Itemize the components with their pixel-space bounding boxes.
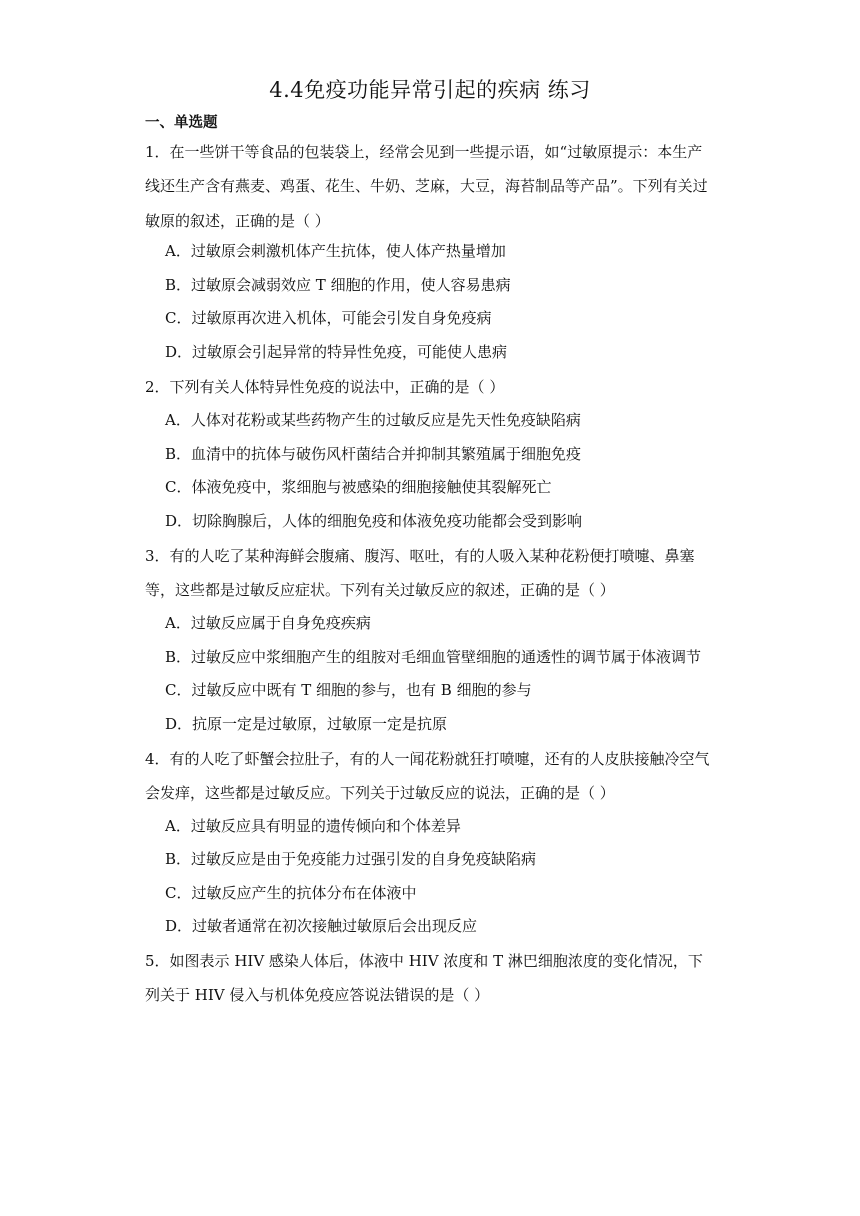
question-number: 5．: [145, 952, 170, 970]
question-4-option-c: C．过敏反应产生的抗体分布在体液中: [165, 884, 417, 902]
question-3-option-c: C．过敏反应中既有 T 细胞的参与，也有 B 细胞的参与: [165, 681, 532, 699]
question-text: 有的人吃了某种海鲜会腹痛、腹泻、呕吐，有的人吸入某种花粉便打喷嚏、鼻塞等，这些都是过敏反应症状。下列有关过敏反应的叙述，正确的是（ ）: [145, 547, 695, 600]
question-1-option-c: C．过敏原再次进入机体，可能会引发自身免疫病: [165, 309, 492, 327]
question-1-option-b: B．过敏原会减弱效应 T 细胞的作用，使人容易患病: [165, 276, 511, 294]
question-number: 4．: [145, 750, 170, 768]
question-2-option-a: A．人体对花粉或某些药物产生的过敏反应是先天性免疫缺陷病: [165, 411, 581, 429]
question-number: 1．: [145, 143, 170, 161]
question-2-option-b: B．血清中的抗体与破伤风杆菌结合并抑制其繁殖属于细胞免疫: [165, 445, 582, 463]
question-text: 下列有关人体特异性免疫的说法中，正确的是（ ）: [169, 378, 505, 396]
question-1-option-d: D．过敏原会引起异常的特异性免疫，可能使人患病: [165, 343, 508, 361]
section-heading: 一、单选题: [145, 114, 218, 131]
question-4-option-d: D．过敏者通常在初次接触过敏原后会出现反应: [165, 917, 478, 935]
question-4-option-a: A．过敏反应具有明显的遗传倾向和个体差异: [165, 817, 461, 835]
question-5-stem: [145, 944, 717, 1013]
question-2-option-d: D．切除胸腺后，人体的细胞免疫和体液免疫功能都会受到影响: [165, 512, 583, 530]
question-3-option-a: A．过敏反应属于自身免疫疾病: [165, 614, 371, 632]
question-number: 2．: [145, 378, 170, 396]
question-2-stem: [145, 370, 717, 404]
question-1-stem: [145, 135, 717, 238]
page-title: 4.4免疫功能异常引起的疾病 练习: [269, 78, 591, 102]
question-2-option-c: C．体液免疫中，浆细胞与被感染的细胞接触使其裂解死亡: [165, 478, 552, 496]
question-3-stem: [145, 539, 717, 608]
question-3-option-d: D．抗原一定是过敏原，过敏原一定是抗原: [165, 715, 448, 733]
question-3-option-b: B．过敏反应中浆细胞产生的组胺对毛细血管壁细胞的通透性的调节属于体液调节: [165, 648, 702, 666]
question-number: 3．: [145, 547, 170, 565]
question-text: 如图表示 HIV 感染人体后，体液中 HIV 浓度和 T 淋巴细胞浓度的变化情况，下列关于 HIV 侵入与机体免疫应答说法错误的是（ ）: [145, 952, 703, 1005]
question-text: 有的人吃了虾蟹会拉肚子，有的人一闻花粉就狂打喷嚏，还有的人皮肤接触冷空气会发痒，这些都是过敏反应。下列关于过敏反应的说法，正确的是（ ）: [145, 750, 710, 803]
question-4-stem: [145, 742, 717, 811]
question-4-option-b: B．过敏反应是由于免疫能力过强引发的自身免疫缺陷病: [165, 850, 537, 868]
question-text: 在一些饼干等食品的包装袋上，经常会见到一些提示语，如“过敏原提示：本生产线还生产含有燕麦、鸡蛋、花生、牛奶、芝麻，大豆，海苔制品等产品”。下列有关过敏原的叙述，正确的是（ ）: [145, 143, 708, 230]
question-1-option-a: A．过敏原会刺激机体产生抗体，使人体产热量增加: [165, 242, 506, 260]
